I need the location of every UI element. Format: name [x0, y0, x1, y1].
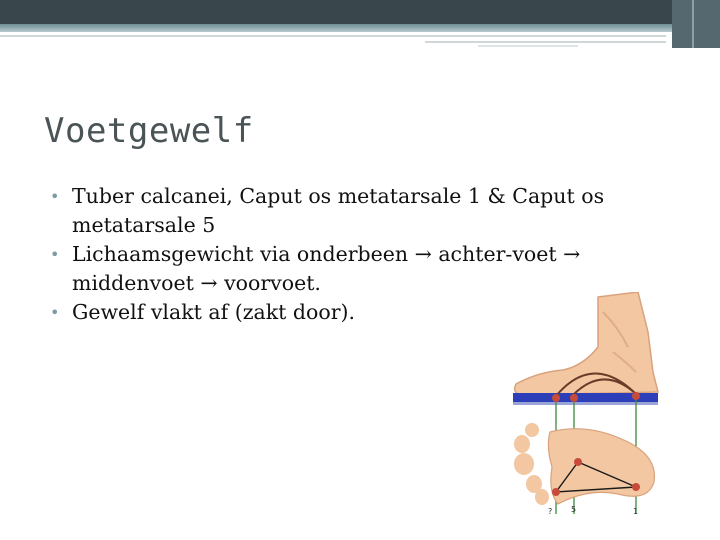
bullet-item — [50, 182, 610, 240]
point-label: 5 — [571, 505, 577, 514]
foot-arch-diagram-icon — [508, 292, 720, 518]
slide-title: Voetgewelf — [44, 111, 254, 151]
bullet-dot-icon: • — [50, 245, 60, 264]
bullet-dot-icon: • — [50, 187, 60, 206]
bullet-text: Tuber calcanei, Caput os metatarsale 1 & Caput os metatarsale 5 — [72, 184, 605, 237]
foot-arch-illustration — [508, 292, 720, 518]
bullet-item — [50, 240, 610, 298]
header-decoration — [0, 0, 720, 26]
bullet-text: Gewelf vlakt af (zakt door). — [72, 300, 356, 324]
point-label: 1 — [633, 507, 639, 516]
point-label: ? — [548, 507, 553, 516]
bullet-dot-icon: • — [50, 303, 60, 322]
bullet-text: Lichaamsgewicht via onderbeen → achter-voet → middenvoet → voorvoet. — [72, 242, 581, 295]
